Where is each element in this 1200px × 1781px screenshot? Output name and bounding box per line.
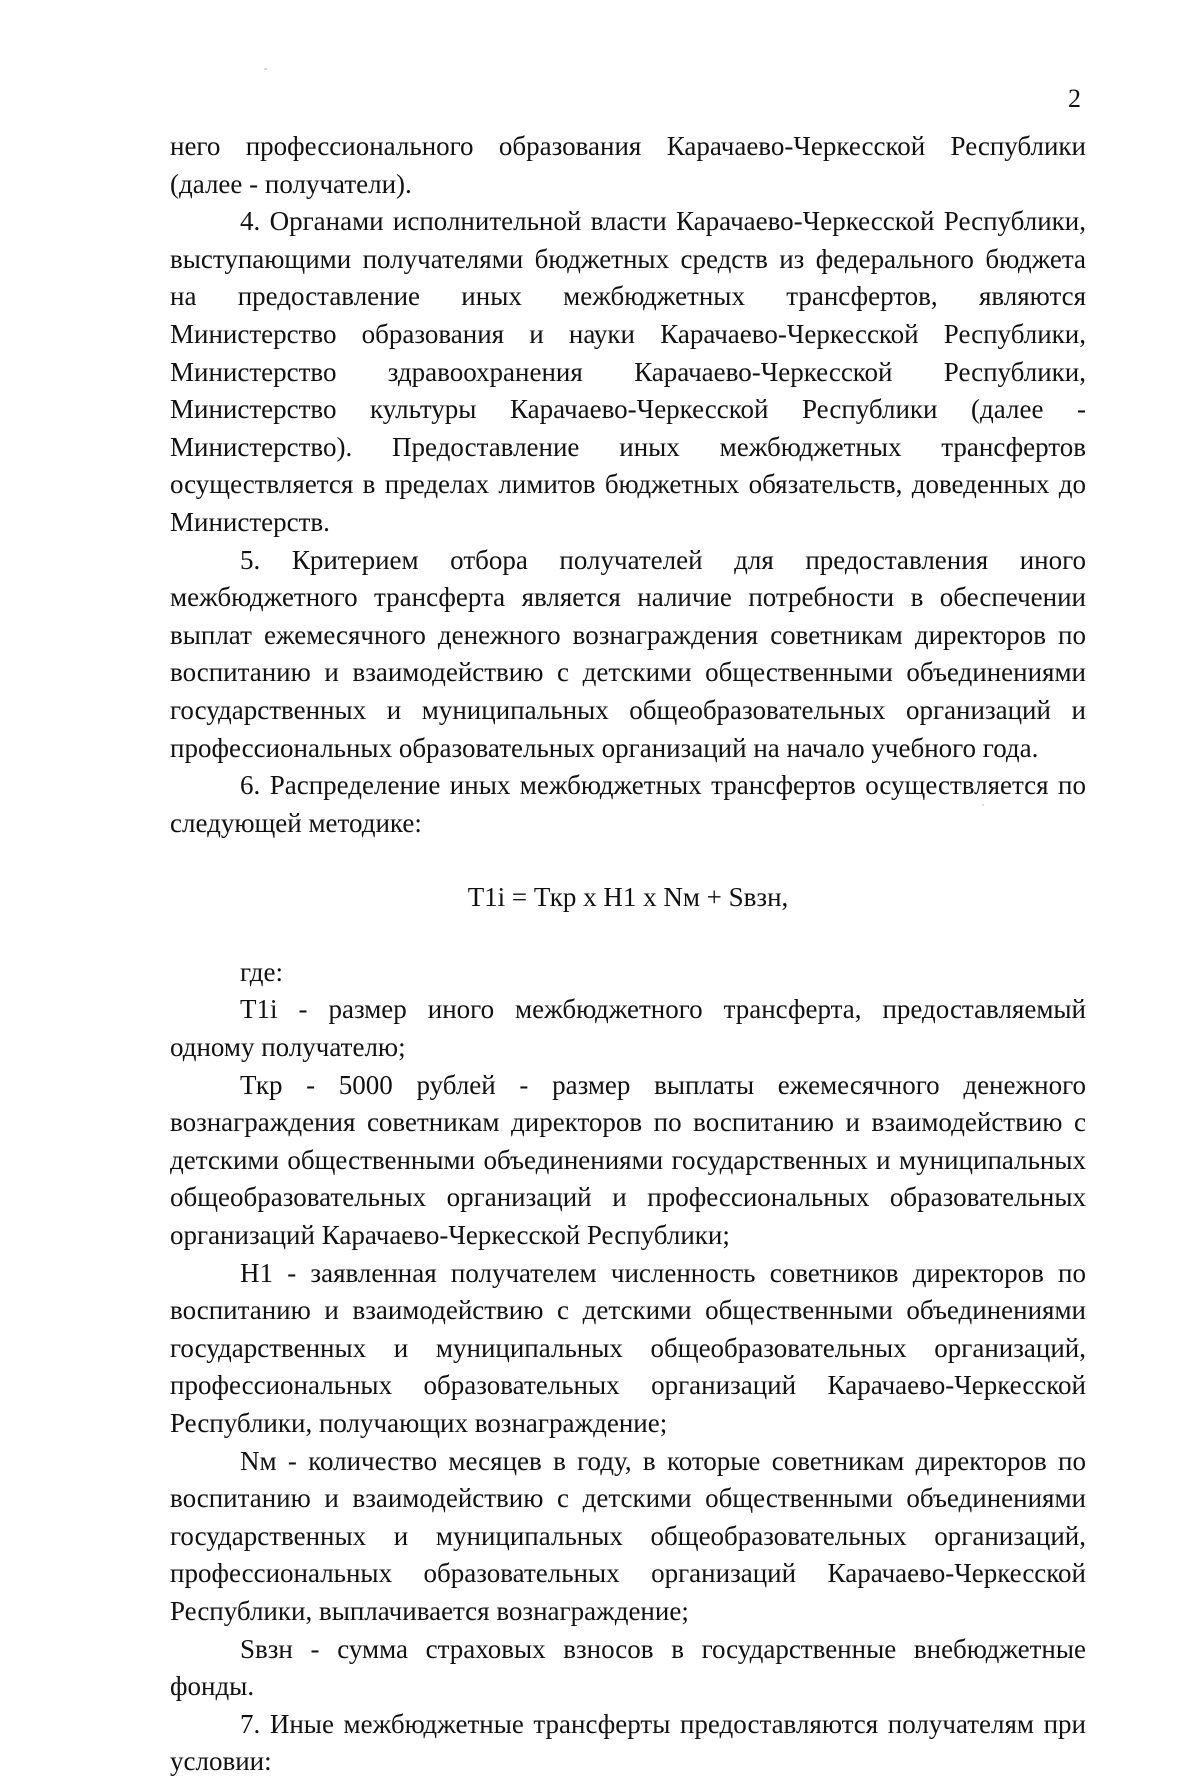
scan-speck [264,68,267,70]
paragraph-4: 4. Органами исполнительной власти Карачаево-Черкесской Республики, выступающими получателями бюджетных средств из федерального бюджета на предоставление иных межбюджетных трансфертов, являются Министерство образования и науки Карачаево-Черкесской Республики, Министерство здравоохранения Карачаево-Черкесской Республики, Министерство культуры Карачаево-Черкесской Республики (далее - Министерство). Предоставление иных межбюджетных трансфертов осуществляется в пределах лимитов бюджетных обязательств, доведенных до Министерств. [170,206,1086,537]
document-body [170,128,1086,1781]
where-label: где: [240,956,283,987]
definition-nm: Nм - количество месяцев в году, в которые советникам директоров по воспитанию и взаимодействию с детскими общественными объединениями государственных и муниципальных общеобразовательных организаций, профессиональных образовательных организаций Карачаево-Черкесской Республики, выплачивается вознаграждение; [170,1445,1086,1626]
paragraph-continuation: него профессионального образования Карачаево-Черкесской Республики (далее - получатели). [170,131,1086,199]
definition-svzn: Sвзн - сумма страховых взносов в государственные внебюджетные фонды. [170,1633,1086,1702]
scan-speck [982,804,984,806]
definition-t1i: T1i - размер иного межбюджетного трансферта, предоставляемый одному получателю; [170,994,1086,1063]
paragraph-7: 7. Иные межбюджетные трансферты предоставляются получателям при условии: [170,1708,1086,1777]
paragraph-6: 6. Распределение иных межбюджетных трансфертов осуществляется по следующей методике: [170,770,1086,838]
paragraph-5: 5. Критерием отбора получателей для предоставления иного межбюджетного трансферта является наличие потребности в обеспечении выплат ежемесячного денежного вознаграждения советникам директоров по воспитанию и взаимодействию с детскими общественными объединениями государственных и муниципальных общеобразовательных организаций и профессиональных образовательных организаций на начало учебного года. [170,544,1086,763]
definition-tkr: Ткр - 5000 рублей - размер выплаты ежемесячного денежного вознаграждения советникам директоров по воспитанию и взаимодействию с детскими общественными объединениями государственных и муниципальных общеобразовательных организаций и профессиональных образовательных организаций Карачаево-Черкесской Республики; [170,1069,1086,1251]
page-number: 2 [1068,84,1081,113]
definition-h1: H1 - заявленная получателем численность советников директоров по воспитанию и взаимодействию с детскими общественными объединениями государственных и муниципальных общеобразовательных организаций, профессиональных образовательных организаций Карачаево-Черкесской Республики, получающих вознаграждение; [170,1257,1086,1438]
formula: T1i = Ткр х H1 х Nм + Sвзн, [467,882,789,913]
